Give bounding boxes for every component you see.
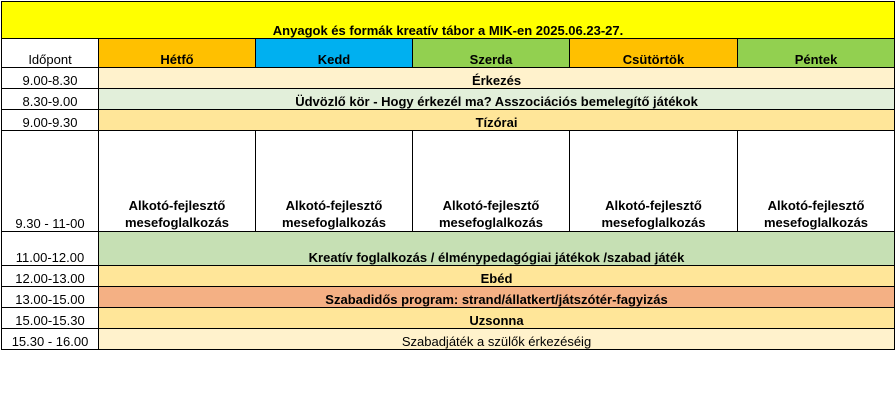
activity-end: Szabadjáték a szülők érkezéséig xyxy=(99,329,895,350)
row-snack xyxy=(2,110,895,131)
session-line2: mesefoglalkozás xyxy=(438,215,544,230)
time-cell: 9.30 - 11-00 xyxy=(2,131,99,232)
session-thursday xyxy=(570,131,738,232)
row-lunch xyxy=(2,266,895,287)
time-cell: 11.00-12.00 xyxy=(2,232,99,266)
activity-free-program: Szabadidős program: strand/állatkert/játszótér-fagyizás xyxy=(99,287,895,308)
activity-tea: Uzsonna xyxy=(99,308,895,329)
row-greeting xyxy=(2,89,895,110)
session-line1: Alkotó-fejlesztő xyxy=(767,198,865,213)
time-cell: 8.30-9.00 xyxy=(2,89,99,110)
time-cell: 9.00-8.30 xyxy=(2,68,99,89)
day-header-wednesday: Szerda xyxy=(413,39,570,68)
session-line2: mesefoglalkozás xyxy=(281,215,387,230)
schedule-title: Anyagok és formák kreatív tábor a MIK-en 2025.06.23-27. xyxy=(2,2,895,39)
session-line2: mesefoglalkozás xyxy=(124,215,230,230)
session-line1: Alkotó-fejlesztő xyxy=(128,198,226,213)
session-line2: mesefoglalkozás xyxy=(601,215,706,230)
session-monday xyxy=(99,131,256,232)
row-creative xyxy=(2,232,895,266)
row-tea xyxy=(2,308,895,329)
session-line1: Alkotó-fejlesztő xyxy=(605,198,702,213)
header-row xyxy=(2,39,895,68)
time-cell: 12.00-13.00 xyxy=(2,266,99,287)
row-arrival xyxy=(2,68,895,89)
time-cell: 13.00-15.00 xyxy=(2,287,99,308)
row-free-program xyxy=(2,287,895,308)
activity-snack: Tízórai xyxy=(99,110,895,131)
day-header-monday: Hétfő xyxy=(99,39,256,68)
activity-arrival: Érkezés xyxy=(99,68,895,89)
session-wednesday xyxy=(413,131,570,232)
session-friday xyxy=(738,131,895,232)
activity-greeting: Üdvözlő kör - Hogy érkezél ma? Asszociációs bemelegítő játékok xyxy=(99,89,895,110)
day-header-friday: Péntek xyxy=(738,39,895,68)
session-line2: mesefoglalkozás xyxy=(763,215,869,230)
session-line1: Alkotó-fejlesztő xyxy=(442,198,540,213)
activity-creative: Kreatív foglalkozás / élménypedagógiai játékok /szabad játék xyxy=(99,232,895,266)
time-cell: 15.00-15.30 xyxy=(2,308,99,329)
time-column-header: Időpont xyxy=(2,39,99,68)
session-tuesday xyxy=(256,131,413,232)
row-session xyxy=(2,131,895,232)
schedule-table xyxy=(1,1,895,350)
title-row xyxy=(2,2,895,39)
day-header-thursday: Csütörtök xyxy=(570,39,738,68)
time-cell: 15.30 - 16.00 xyxy=(2,329,99,350)
day-header-tuesday: Kedd xyxy=(256,39,413,68)
activity-lunch: Ebéd xyxy=(99,266,895,287)
time-cell: 9.00-9.30 xyxy=(2,110,99,131)
session-line1: Alkotó-fejlesztő xyxy=(285,198,383,213)
row-end xyxy=(2,329,895,350)
